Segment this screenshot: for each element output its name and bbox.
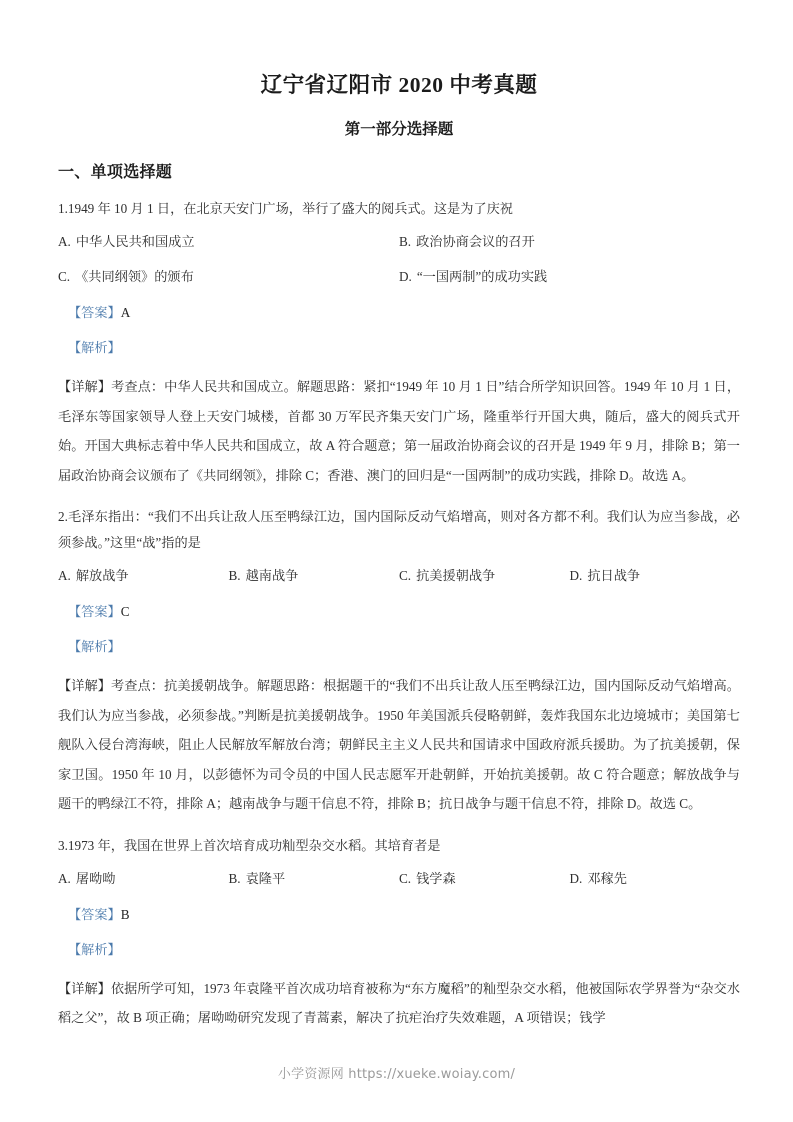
option-a[interactable] [58,868,229,890]
option-text: 解放战争 [75,568,129,583]
options-row [58,868,740,890]
option-a[interactable] [58,231,399,253]
option-letter: B. [399,234,412,249]
answer-line [58,302,740,324]
detail-text: 考查点：中华人民共和国成立。解题思路：紧扣“1949 年 10 月 1 日”结合所学知识回答。1949 年 10 月 1 日，毛泽东等国家领导人登上天安门城楼，首都 30 万军民齐集天安门广场，隆重举行开国大典，随后，盛大的阅兵式开始。开国大典标志着中华人民共和国成立，故 A 符合题意；第一届政治协商会议的召开是 1949 年 9 月，排除 B；第一届政治协商会议颁布了《共同纲领》，排除 C；香港、澳门的回归是“一国两制”的成功实践，排除 D。故选 A。 [58,379,741,483]
detail-paragraph [58,372,740,490]
option-text: “一国两制”的成功实践 [416,269,548,284]
question-block [58,504,740,819]
analysis-label: 【解析】 [68,639,121,654]
option-b[interactable] [229,868,400,890]
option-letter: C. [399,568,412,583]
section-heading: 一、单项选择题 [58,164,173,181]
question-stem: 3.1973 年，我国在世界上首次培育成功籼型杂交水稻。其培育者是 [58,837,441,853]
question-stem: 1.1949 年 10 月 1 日，在北京天安门广场，举行了盛大的阅兵式。这是为了庆祝 [58,201,513,216]
question-stem: 2.毛泽东指出：“我们不出兵让敌人压至鸭绿江边，国内国际反动气焰增高，则对各方都不利。我们认为应当参战，必须参战。”这里“战”指的是 [58,509,740,550]
option-letter: C. [58,269,71,284]
detail-label: 【详解】 [58,678,112,693]
option-letter: D. [569,568,583,583]
footer-watermark: 小学资源网 https://xueke.woiay.com/ [277,1067,516,1082]
option-letter: B. [228,568,241,583]
answer-label: 【答案】 [68,906,121,922]
analysis-label: 【解析】 [68,340,121,355]
option-c[interactable] [58,266,399,288]
option-text: 邓稼先 [587,870,627,886]
option-text: 抗日战争 [587,568,641,583]
answer-line [58,904,740,926]
options-row [58,231,740,253]
option-text: 政治协商会议的召开 [416,234,535,249]
page-subtitle: 第一部分选择题 [344,121,454,138]
detail-paragraph [58,974,740,1033]
option-c[interactable] [399,565,570,587]
option-letter: A. [58,870,71,886]
analysis-line [58,939,740,961]
detail-text: 考查点：抗美援朝战争。解题思路：根据题干的“我们不出兵让敌人压至鸭绿江边，国内国际反动气焰增高。我们认为应当参战，必须参战。”判断是抗美援朝战争。1950 年美国派兵侵略朝鲜，轰炸我国东北边境城市；美国第七舰队入侵台湾海峡，阻止人民解放军解放台湾；朝鲜民主主义人民共和国请求中国政府派兵援助。为了抗美援朝，保家卫国。1950 年 10 月，以彭德怀为司令员的中国人民志愿军开赴朝鲜，开始抗美援朝。故 C 符合题意；解放战争与题干的鸭绿江不符，排除 A；越南战争与题干信息不符，排除 B；抗日战争与题干信息不符，排除 D。故选 C。 [58,678,740,811]
option-letter: D. [569,870,583,886]
option-letter: A. [58,568,71,583]
option-letter: C. [399,870,412,886]
option-d[interactable] [570,565,741,587]
answer-value: B [120,906,130,922]
answer-line [58,601,740,623]
option-text: 中华人民共和国成立 [75,234,195,249]
detail-text: 依据所学可知，1973 年袁隆平首次成功培育被称为“东方魔稻”的籼型杂交水稻，他被国际农学界誉为“杂交水稻之父”，故 B 项正确；屠呦呦研究发现了青蒿素，解决了抗疟治疗失效难题，A 项错误；钱学 [58,980,740,1025]
option-text: 钱学森 [416,870,456,886]
question-block [58,833,740,1033]
answer-value: A [120,305,131,320]
option-letter: A. [58,234,71,249]
answer-label: 【答案】 [68,604,121,619]
detail-paragraph [58,671,740,819]
detail-label: 【详解】 [58,980,111,996]
option-text: 袁隆平 [245,870,286,886]
option-text: 抗美援朝战争 [416,568,496,583]
answer-value: C [120,604,130,619]
option-c[interactable] [399,868,570,890]
option-d[interactable] [570,868,741,890]
option-text: 屠呦呦 [75,870,116,886]
option-a[interactable] [58,565,229,587]
option-text: 《共同纲领》的颁布 [75,269,194,284]
analysis-line [58,337,740,359]
detail-label: 【详解】 [58,379,112,394]
document-content [58,0,740,1046]
option-b[interactable] [399,231,740,253]
option-d[interactable] [399,266,740,288]
analysis-line [58,636,740,658]
options-group [58,231,740,288]
options-row [58,266,740,288]
options-row [58,565,740,587]
option-b[interactable] [229,565,400,587]
analysis-label: 【解析】 [68,941,121,957]
option-letter: D. [399,269,412,284]
option-letter: B. [228,870,241,886]
page-title: 辽宁省辽阳市 2020 中考真题 [260,73,538,97]
question-block [58,196,740,490]
answer-label: 【答案】 [68,305,121,320]
option-text: 越南战争 [245,568,299,583]
